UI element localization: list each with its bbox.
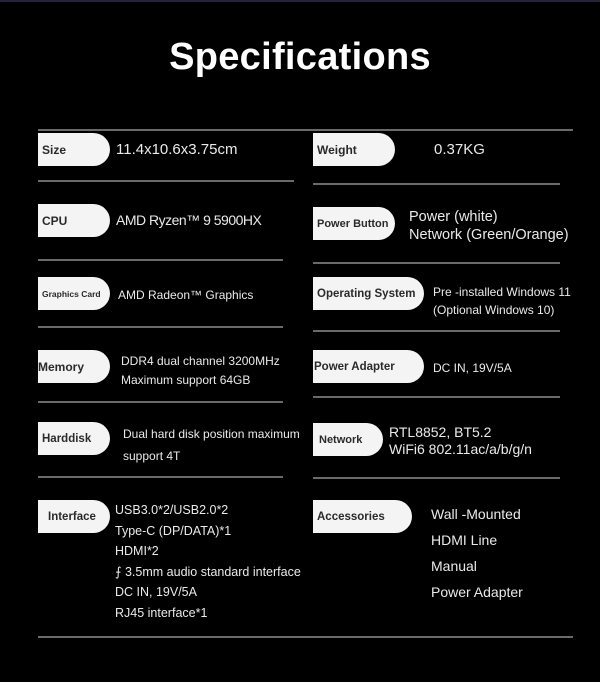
spec-line: Power Adapter (431, 584, 523, 600)
divider (313, 330, 560, 332)
top-border (0, 0, 600, 2)
spec-value-operating-system (433, 283, 571, 319)
spec-label-interface: Interface (38, 500, 110, 533)
divider (313, 262, 560, 264)
spec-label-memory: Memory (38, 350, 110, 383)
divider (313, 477, 560, 479)
spec-line: Manual (431, 558, 477, 574)
divider (38, 401, 283, 403)
spec-label-weight: Weight (313, 133, 395, 166)
spec-line: Type-C (DP/DATA)*1 (115, 523, 232, 538)
spec-line: Network (Green/Orange) (409, 227, 569, 243)
spec-line: Power (white) (409, 209, 498, 225)
spec-value-power-adapter: DC IN, 19V/5A (433, 361, 512, 375)
spec-value-cpu: AMD Ryzen™ 9 5900HX (116, 212, 262, 228)
spec-line: Wall -Mounted (431, 506, 521, 522)
spec-label-size: Size (38, 133, 110, 166)
divider (313, 183, 560, 185)
spec-line: DC IN, 19V/5A (115, 585, 197, 599)
spec-line: RJ45 interface*1 (115, 605, 208, 620)
divider (313, 396, 560, 398)
spec-value-interface (115, 500, 301, 623)
spec-line: RTL8852, BT5.2 (389, 424, 492, 440)
spec-label-power-adapter: Power Adapter (313, 350, 424, 383)
title-divider (38, 129, 573, 131)
spec-value-memory (121, 352, 280, 390)
spec-line: HDMI Line (431, 532, 498, 548)
spec-label-accessories: Accessories (313, 500, 412, 533)
spec-value-accessories (431, 501, 523, 605)
spec-label-network: Network (313, 423, 383, 456)
bottom-divider (38, 636, 573, 638)
spec-label-graphics-card: Graphics Card (38, 277, 110, 310)
page-title: Specifications (169, 36, 431, 78)
spec-line: USB3.0*2/USB2.0*2 (115, 503, 229, 517)
spec-label-operating-system: Operating System (313, 277, 424, 310)
spec-value-weight: 0.37KG (434, 141, 485, 158)
spec-label-cpu: CPU (38, 204, 110, 237)
spec-label-harddisk: Harddisk (38, 422, 110, 455)
spec-label-power-button: Power Button (313, 207, 395, 240)
spec-line: DDR4 dual channel 3200MHz (121, 354, 280, 368)
divider (38, 326, 283, 328)
spec-line: WiFi6 802.11ac/a/b/g/n (389, 441, 532, 457)
divider (38, 180, 294, 182)
spec-line: ⨍ 3.5mm audio standard interface (115, 564, 301, 579)
spec-line: (Optional Windows 10) (433, 303, 555, 317)
spec-value-harddisk (123, 423, 300, 467)
spec-value-graphics-card: AMD Radeon™ Graphics (118, 288, 254, 302)
spec-line: Maximum support 64GB (121, 373, 251, 387)
spec-value-network (389, 424, 532, 458)
spec-line: support 4T (123, 449, 181, 463)
spec-line: Pre -installed Windows 11 (433, 285, 571, 299)
spec-value-size: 11.4x10.6x3.75cm (116, 141, 238, 158)
spec-line: Dual hard disk position maximum (123, 427, 300, 441)
spec-value-power-button (409, 208, 569, 244)
spec-line: HDMI*2 (115, 544, 159, 558)
divider (38, 259, 283, 261)
divider (38, 476, 283, 478)
